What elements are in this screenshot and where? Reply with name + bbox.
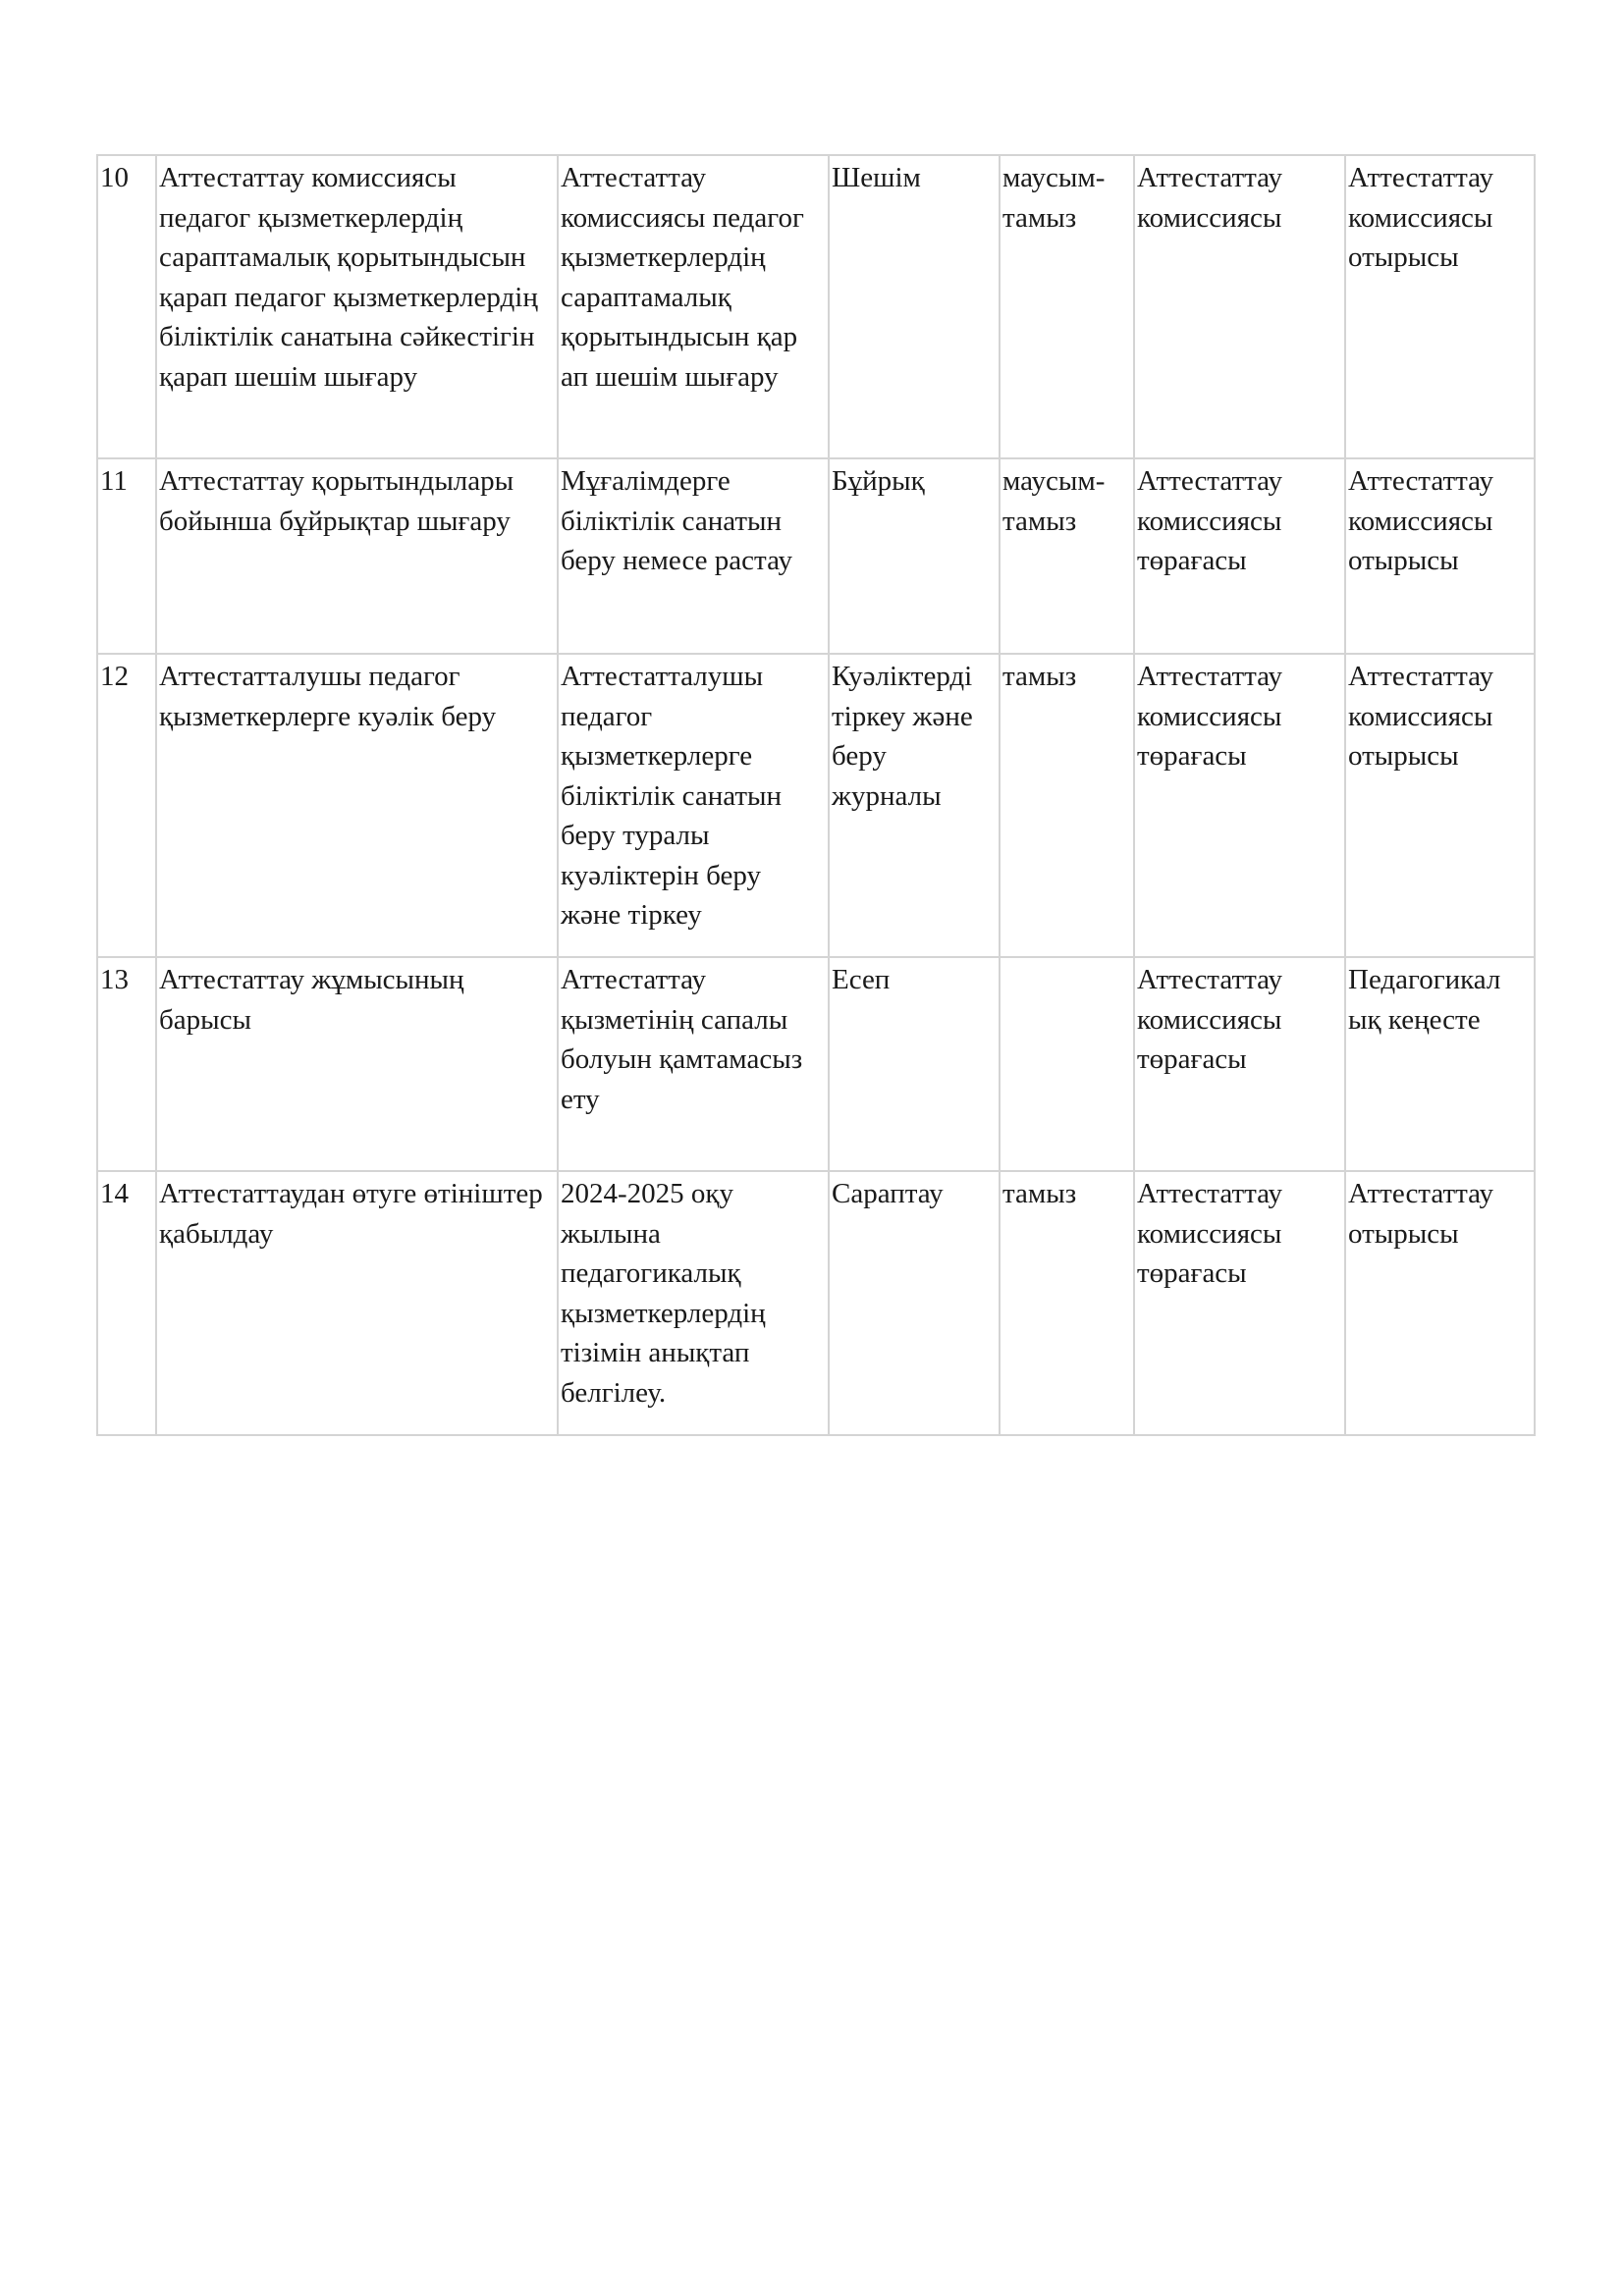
responsible: Аттестаттау комиссиясы төрағасы [1134, 1171, 1345, 1435]
responsible: Аттестаттау комиссиясы төрағасы [1134, 957, 1345, 1171]
completion-form: Бұйрық [829, 458, 1000, 654]
row-number: 12 [97, 654, 156, 957]
table-row [97, 654, 1535, 957]
table-row [97, 155, 1535, 458]
activity-name: Аттестаттау қорытындылары бойынша бұйрықтар шығару [156, 458, 558, 654]
responsible: Аттестаттау комиссиясы төрағасы [1134, 458, 1345, 654]
table-row [97, 1171, 1535, 1435]
row-number: 10 [97, 155, 156, 458]
completion-form: Шешім [829, 155, 1000, 458]
activity-goal: 2024-2025 оқу жылына педагогикалық қызметкерлердің тізімін анықтап белгілеу. [558, 1171, 829, 1435]
row-number: 14 [97, 1171, 156, 1435]
completion-form: Куәліктерді тіркеу және беру журналы [829, 654, 1000, 957]
attestation-plan-table [96, 154, 1536, 1436]
deadline: тамыз [1000, 1171, 1134, 1435]
review-venue: Педагогикал ық кеңесте [1345, 957, 1535, 1171]
activity-goal: Аттестатталушы педагог қызметкерлерге біліктілік санатын беру туралы куәліктерін беру және тіркеу [558, 654, 829, 957]
activity-name: Аттестаттаудан өтуге өтініштер қабылдау [156, 1171, 558, 1435]
responsible: Аттестаттау комиссиясы [1134, 155, 1345, 458]
deadline: маусым- тамыз [1000, 458, 1134, 654]
activity-goal: Аттестаттау қызметінің сапалы болуын қамтамасыз ету [558, 957, 829, 1171]
review-venue: Аттестаттау комиссиясы отырысы [1345, 654, 1535, 957]
activity-name: Аттестаттау комиссиясы педагог қызметкерлердің сараптамалық қорытындысын қарап педагог қызметкерлердің біліктілік санатына сәйкестігін қарап шешім шығару [156, 155, 558, 458]
activity-name: Аттестаттау жұмысының барысы [156, 957, 558, 1171]
activity-goal: Мұғалімдерге біліктілік санатын беру немесе растау [558, 458, 829, 654]
completion-form: Есеп [829, 957, 1000, 1171]
responsible: Аттестаттау комиссиясы төрағасы [1134, 654, 1345, 957]
table-row [97, 458, 1535, 654]
row-number: 11 [97, 458, 156, 654]
deadline: тамыз [1000, 654, 1134, 957]
review-venue: Аттестаттау отырысы [1345, 1171, 1535, 1435]
row-number: 13 [97, 957, 156, 1171]
deadline: маусым- тамыз [1000, 155, 1134, 458]
review-venue: Аттестаттау комиссиясы отырысы [1345, 155, 1535, 458]
review-venue: Аттестаттау комиссиясы отырысы [1345, 458, 1535, 654]
activity-name: Аттестатталушы педагог қызметкерлерге куәлік беру [156, 654, 558, 957]
table-row [97, 957, 1535, 1171]
deadline [1000, 957, 1134, 1171]
completion-form: Сараптау [829, 1171, 1000, 1435]
activity-goal: Аттестаттау комиссиясы педагог қызметкерлердің сараптамалық қорытындысын қар ап шешім шығару [558, 155, 829, 458]
